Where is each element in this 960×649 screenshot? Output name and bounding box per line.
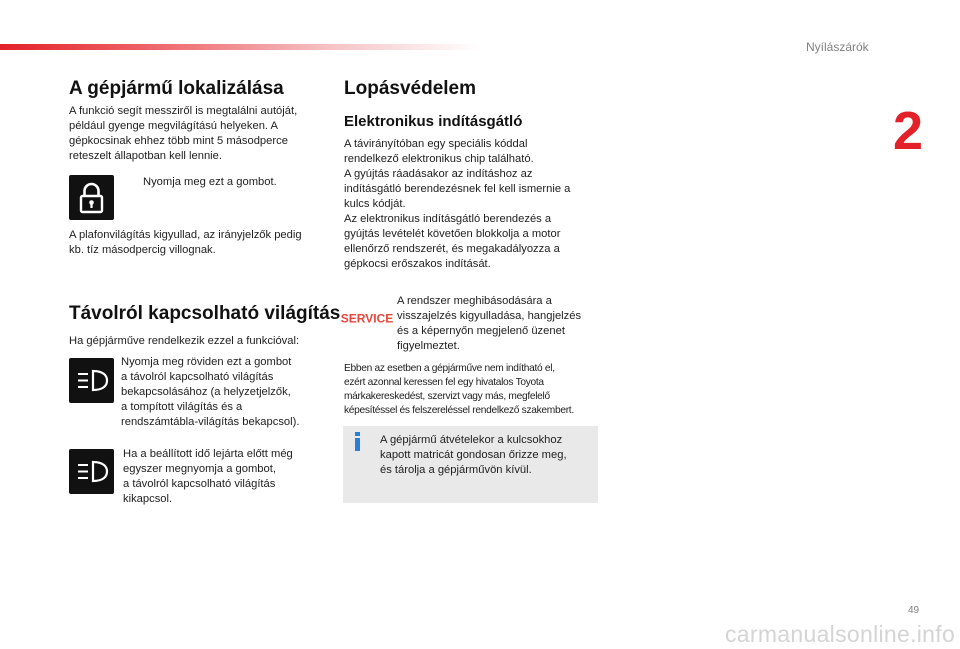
chapter-number: 2 [893, 101, 924, 161]
lock-icon [69, 175, 114, 220]
locate-bullet: Nyomja meg ezt a gombot. [143, 176, 277, 188]
remote-lighting-title: Távolról kapcsolható világítás [69, 303, 341, 324]
service-text: A rendszer meghibásodására a visszajelzés kigyulladása, hangjelzés és a képernyőn megjelenő üzenet figyelmeztet. [397, 295, 582, 352]
watermark: carmanualsonline.info [725, 621, 956, 647]
remote-lighting-step2: Ha a beállított idő lejárta előtt még egyszer megnyomja a gombot, a távolról kapcsolható világítás kikapcsol. [123, 448, 293, 505]
antitheft-title: Lopásvédelem [344, 78, 476, 99]
remote-lighting-step1: Nyomja meg röviden ezt a gombot a távolról kapcsolható világítás bekapcsolásához (a helyzetjelzők, a tompított világítás és a rendszámtábla-világítás bekapcsol). [121, 356, 300, 428]
immobiliser-body: A távirányítóban egy speciális kóddal rendelkező elektronikus chip található. A gyújtás ráadásakor az indításhoz az indításgátló berendezésnek fel kell ismernie a kulcs kódját. Az elektronikus indításgátló berendezés a gyújtás levételét követően blokkolja a motor ellenőrző rendszerét, és megakadályozza a gépkocsi erőszakos indítását. [344, 138, 571, 270]
headlamp-icon [69, 358, 114, 403]
warning-text: Ebben az esetben a gépjárműve nem indítható el, ezért azonnal keressen fel egy hivatalos Toyota márkakereskedést, szervizt vagy más, megfelelő képesítéssel és felszereléssel rendelkező szakembert. [344, 363, 574, 416]
locate-intro: A funkció segít messziről is megtalálni autóját, például gyenge megvilágítású helyeken. A gépkocsinak ehhez több mint 5 másodperce reteszelt állapotban kell lennie. [69, 105, 298, 162]
info-text: A gépjármű átvételekor a kulcsokhoz kapott matricát gondosan őrizze meg, és tárolja a gépjárművön kívül. [380, 434, 567, 476]
headlamp-icon-2 [69, 449, 114, 494]
service-label: SERVICE [340, 311, 394, 326]
immobiliser-subtitle: Elektronikus indításgátló [344, 113, 523, 130]
header-accent-bar [0, 44, 480, 50]
locate-result: A plafonvilágítás kigyullad, az irányjelzők pedig kb. tíz másodpercig villognak. [69, 229, 302, 256]
section-header: Nyílászárók [806, 40, 869, 54]
remote-lighting-intro: Ha gépjárműve rendelkezik ezzel a funkcióval: [69, 335, 300, 347]
page-number: 49 [908, 605, 920, 616]
service-warning-icon [340, 310, 394, 326]
locate-title: A gépjármű lokalizálása [69, 78, 284, 99]
info-icon [353, 432, 363, 452]
